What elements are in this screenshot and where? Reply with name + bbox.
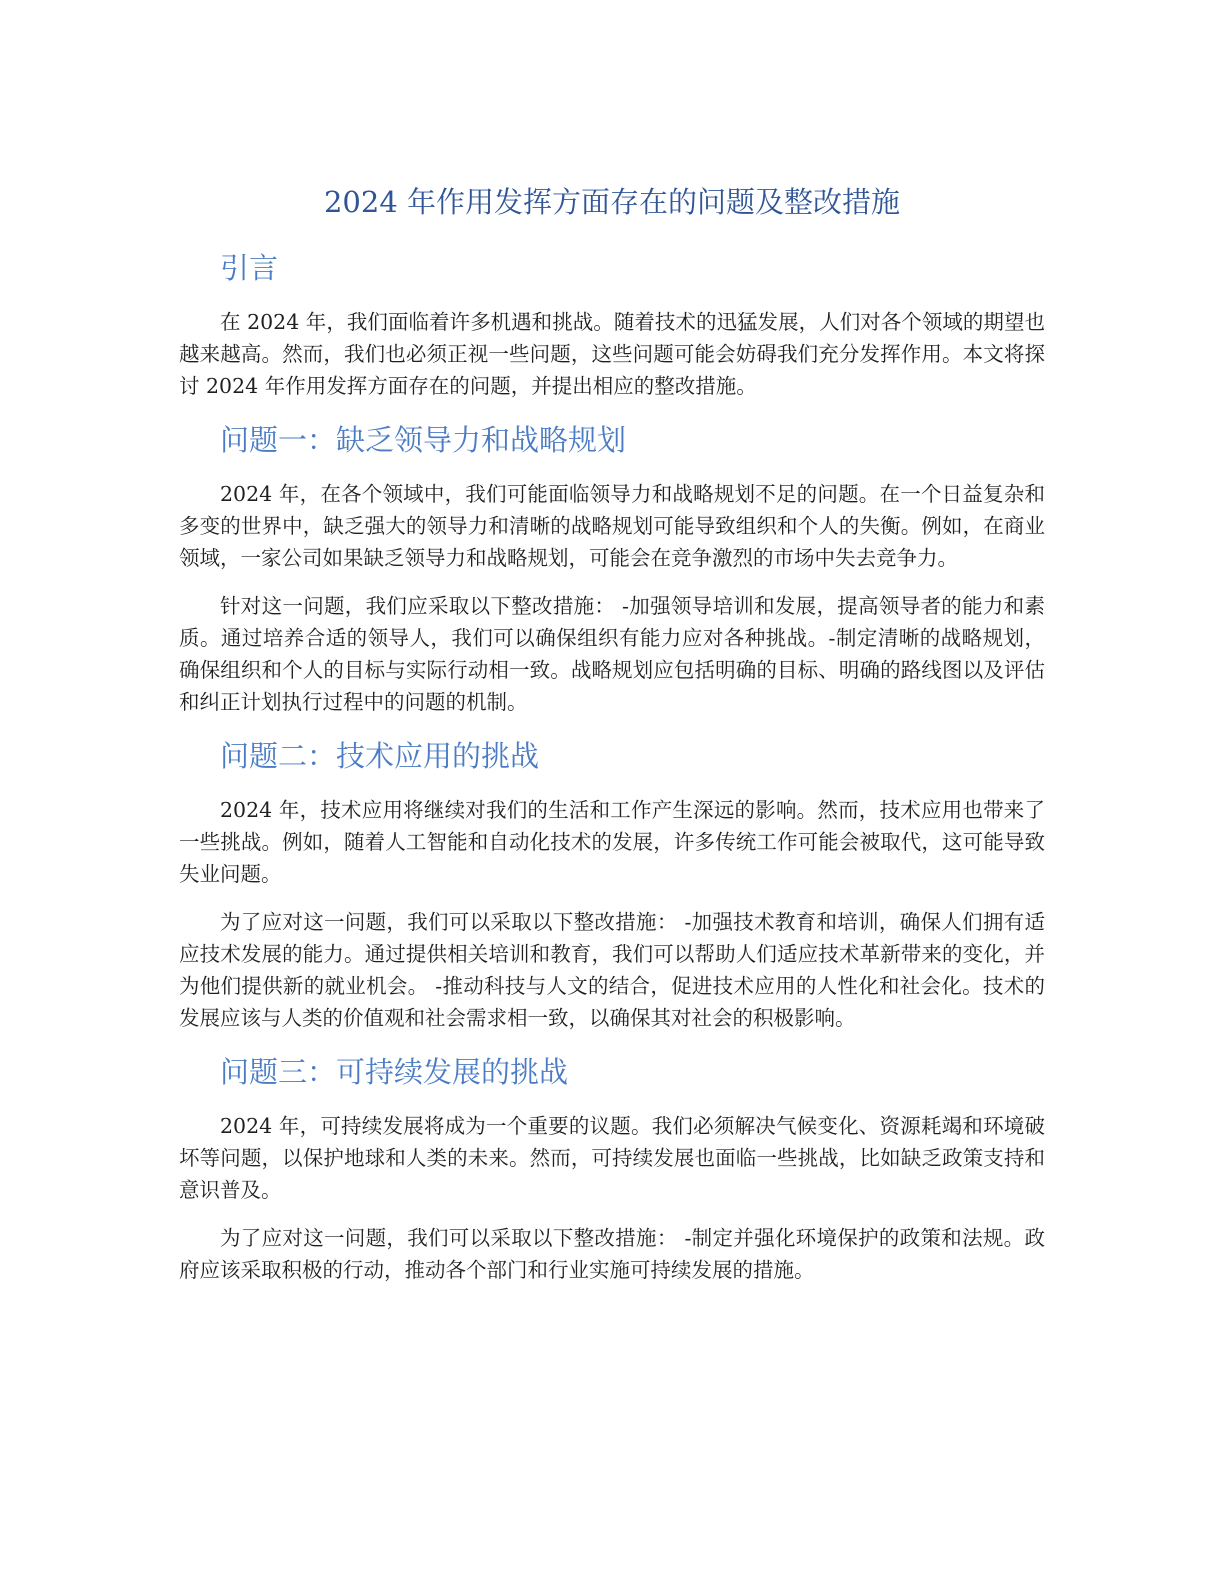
section-heading: 问题三：可持续发展的挑战 [220,1055,569,1089]
paragraph: 2024 年，在各个领域中，我们可能面临领导力和战略规划不足的问题。在一个日益复杂和多变的世界中，缺乏强大的领导力和清晰的战略规划可能导致组织和个人的失衡。例如，在商业领域，一家公司如果缺乏领导力和战略规划，可能会在竞争激烈的市场中失去竞争力。 [179,482,1045,570]
section-intro [179,246,1045,402]
section-problem-3 [179,1050,1045,1286]
paragraph: 2024 年，技术应用将继续对我们的生活和工作产生深远的影响。然而，技术应用也带来了一些挑战。例如，随着人工智能和自动化技术的发展，许多传统工作可能会被取代，这可能导致失业问题。 [179,798,1045,886]
section-heading: 引言 [220,251,279,285]
section-problem-1 [179,418,1045,718]
paragraph: 为了应对这一问题，我们可以采取以下整改措施： -制定并强化环境保护的政策和法规。政府应该采取积极的行动，推动各个部门和行业实施可持续发展的措施。 [179,1226,1045,1282]
document-body [179,180,1045,1302]
paragraph: 在 2024 年，我们面临着许多机遇和挑战。随着技术的迅猛发展，人们对各个领域的期望也越来越高。然而，我们也必须正视一些问题，这些问题可能会妨碍我们充分发挥作用。本文将探讨 2024 年作用发挥方面存在的问题，并提出相应的整改措施。 [179,310,1045,398]
section-heading: 问题一：缺乏领导力和战略规划 [220,423,627,457]
section-problem-2 [179,734,1045,1034]
paragraph: 为了应对这一问题，我们可以采取以下整改措施： -加强技术教育和培训，确保人们拥有适应技术发展的能力。通过提供相关培训和教育，我们可以帮助人们适应技术革新带来的变化，并为他们提供新的就业机会。 -推动科技与人文的结合，促进技术应用的人性化和社会化。技术的发展应该与人类的价值观和社会需求相一致，以确保其对社会的积极影响。 [179,910,1045,1030]
section-heading: 问题二：技术应用的挑战 [220,739,540,773]
paragraph: 2024 年，可持续发展将成为一个重要的议题。我们必须解决气候变化、资源耗竭和环境破坏等问题，以保护地球和人类的未来。然而，可持续发展也面临一些挑战，比如缺乏政策支持和意识普及。 [179,1114,1045,1202]
paragraph: 针对这一问题，我们应采取以下整改措施： -加强领导培训和发展，提高领导者的能力和素质。通过培养合适的领导人，我们可以确保组织有能力应对各种挑战。-制定清晰的战略规划，确保组织和个人的目标与实际行动相一致。战略规划应包括明确的目标、明确的路线图以及评估和纠正计划执行过程中的问题的机制。 [179,594,1045,714]
document-title: 2024 年作用发挥方面存在的问题及整改措施 [323,185,901,219]
